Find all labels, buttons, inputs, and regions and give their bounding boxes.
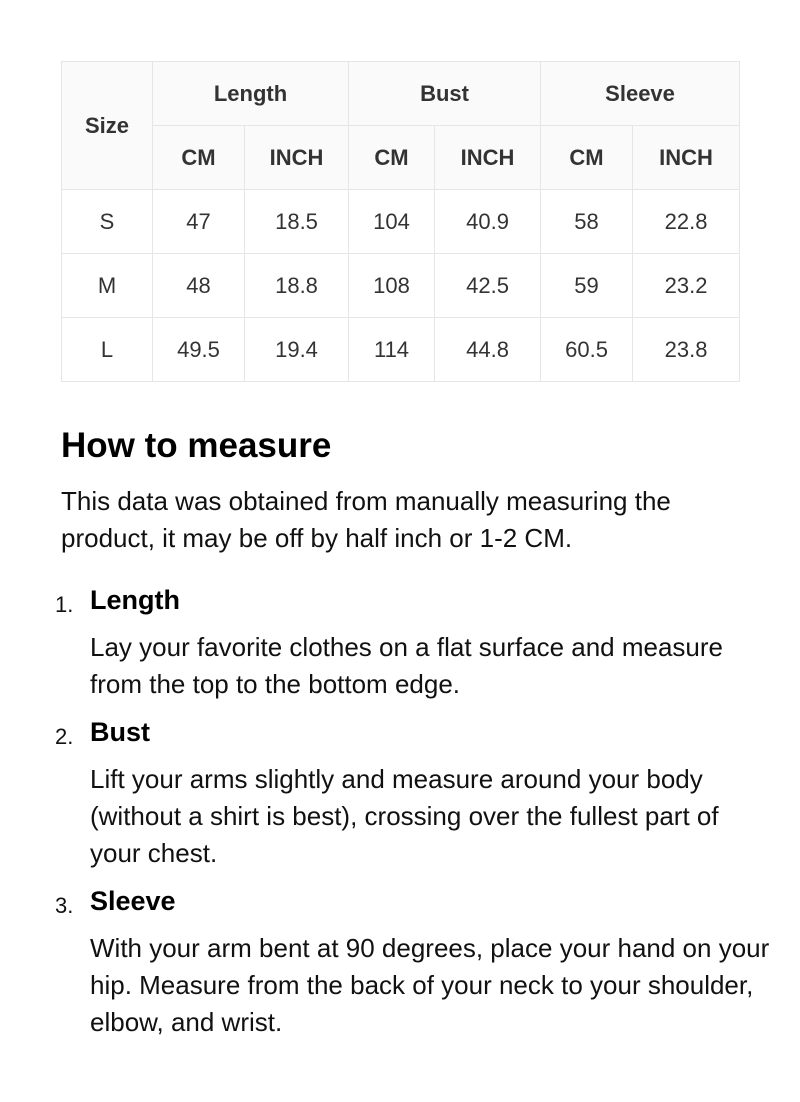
- step-number: 2.: [55, 724, 74, 749]
- table-row: [62, 254, 740, 318]
- table-cell: 108: [349, 254, 435, 318]
- table-cell: 23.8: [633, 318, 740, 382]
- step-description: Lay your favorite clothes on a flat surface and measure from the top to the bottom edge.: [90, 632, 724, 699]
- step-number: 1.: [55, 592, 74, 617]
- table-cell: 59: [541, 254, 633, 318]
- table-row: [62, 190, 740, 254]
- measure-intro-text: This data was obtained from manually measuring the product, it may be off by half inch or 1-2 CM.: [61, 486, 671, 553]
- unit-header: CM: [349, 126, 435, 190]
- table-cell: 18.8: [245, 254, 349, 318]
- table-cell: 42.5: [435, 254, 541, 318]
- table-cell: 19.4: [245, 318, 349, 382]
- length-group-header: Length: [153, 62, 349, 126]
- table-unit-row: [62, 126, 740, 190]
- bust-group-header: Bust: [349, 62, 541, 126]
- table-cell: 114: [349, 318, 435, 382]
- size-cell: L: [62, 318, 153, 382]
- table-cell: 47: [153, 190, 245, 254]
- table-cell: 23.2: [633, 254, 740, 318]
- size-column-header: Size: [62, 62, 153, 190]
- table-cell: 48: [153, 254, 245, 318]
- sleeve-group-header: Sleeve: [541, 62, 740, 126]
- size-chart-table: [61, 61, 740, 382]
- step-description: With your arm bent at 90 degrees, place your hand on your hip. Measure from the back of your neck to your shoulder, elbow, and wrist.: [90, 933, 770, 1037]
- table-row: [62, 318, 740, 382]
- unit-header: INCH: [245, 126, 349, 190]
- table-cell: 40.9: [435, 190, 541, 254]
- step-title: Bust: [90, 717, 150, 747]
- how-to-measure-heading: How to measure: [61, 426, 332, 465]
- table-cell: 60.5: [541, 318, 633, 382]
- unit-header: INCH: [435, 126, 541, 190]
- table-cell: 44.8: [435, 318, 541, 382]
- table-cell: 22.8: [633, 190, 740, 254]
- step-number: 3.: [55, 893, 74, 918]
- unit-header: INCH: [633, 126, 740, 190]
- size-cell: M: [62, 254, 153, 318]
- table-cell: 18.5: [245, 190, 349, 254]
- table-cell: 58: [541, 190, 633, 254]
- size-cell: S: [62, 190, 153, 254]
- step-description: Lift your arms slightly and measure around your body (without a shirt is best), crossing over the fullest part of your chest.: [90, 764, 719, 868]
- step-title: Sleeve: [90, 886, 176, 916]
- unit-header: CM: [153, 126, 245, 190]
- table-header-row: [62, 62, 740, 126]
- table-cell: 104: [349, 190, 435, 254]
- step-title: Length: [90, 585, 180, 615]
- unit-header: CM: [541, 126, 633, 190]
- table-cell: 49.5: [153, 318, 245, 382]
